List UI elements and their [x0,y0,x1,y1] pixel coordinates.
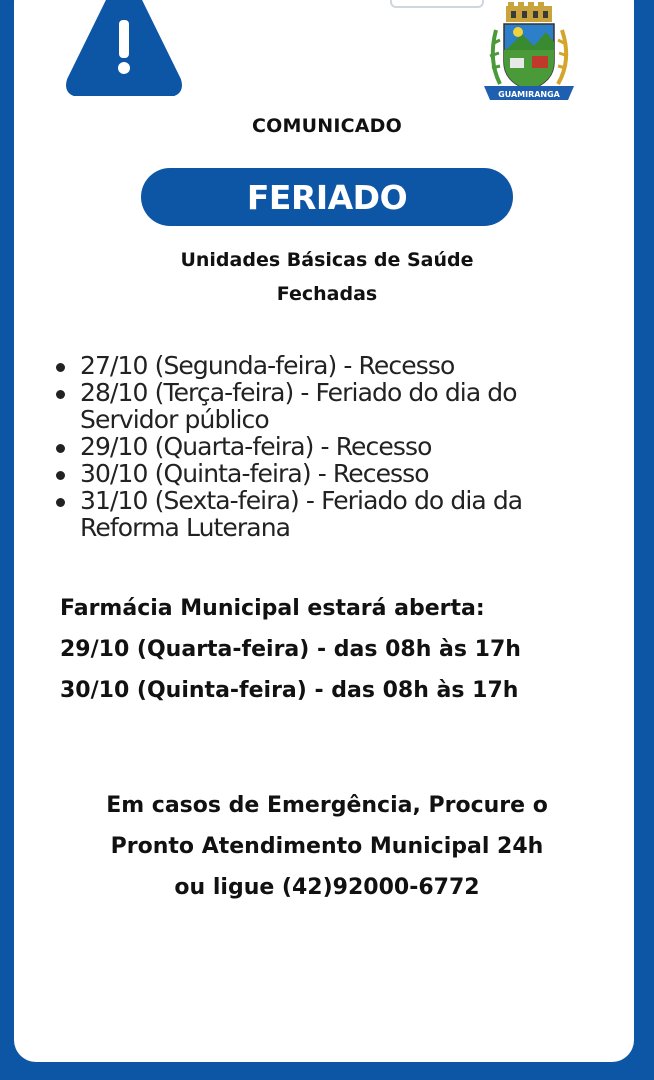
pharmacy-hours-2: 30/10 (Quinta-feira) - das 08h às 17h [60,678,519,703]
closure-list [54,352,614,541]
municipal-coat-of-arms [478,0,580,106]
pharmacy-hours-1: 29/10 (Quarta-feira) - das 08h às 17h [60,637,521,662]
holiday-badge [141,168,513,226]
bullet-icon [56,498,65,507]
bullet-icon [56,390,65,399]
emergency-line-1: Em casos de Emergência, Procure o [106,793,548,818]
subtitle [0,243,654,311]
list-item [54,352,614,379]
list-item [54,379,614,433]
list-item-text-cont: Servidor público [80,405,269,434]
bullet-icon [56,471,65,480]
pharmacy-section [60,588,640,711]
list-item-text: 31/10 (Sexta-feira) - Feriado do dia da [80,486,523,515]
list-item-text: 29/10 (Quarta-feira) - Recesso [80,432,432,461]
page-title: COMUNICADO [252,115,402,137]
story-progress-bar [390,0,484,8]
pharmacy-heading: Farmácia Municipal estará aberta: [60,596,485,621]
list-item-text-cont: Reforma Luterana [80,513,291,542]
subtitle-line-1: Unidades Básicas de Saúde [180,249,474,271]
holiday-badge-label: FERIADO [246,177,408,217]
emergency-line-2: Pronto Atendimento Municipal 24h [110,834,544,859]
crest-ribbon-text: GUAMIRANGA [498,90,560,99]
bullet-icon [56,444,65,453]
list-item-text: 30/10 (Quinta-feira) - Recesso [80,459,429,488]
list-item [54,487,614,541]
bullet-icon [56,363,65,372]
emergency-section [0,785,654,908]
emergency-phone: ou ligue (42)92000-6772 [174,875,480,900]
list-item-text: 28/10 (Terça-feira) - Feriado do dia do [80,378,517,407]
list-item-text: 27/10 (Segunda-feira) - Recesso [80,351,455,380]
subtitle-line-2: Fechadas [276,283,378,305]
warning-exclamation-icon [66,0,182,96]
list-item [54,460,614,487]
list-item [54,433,614,460]
